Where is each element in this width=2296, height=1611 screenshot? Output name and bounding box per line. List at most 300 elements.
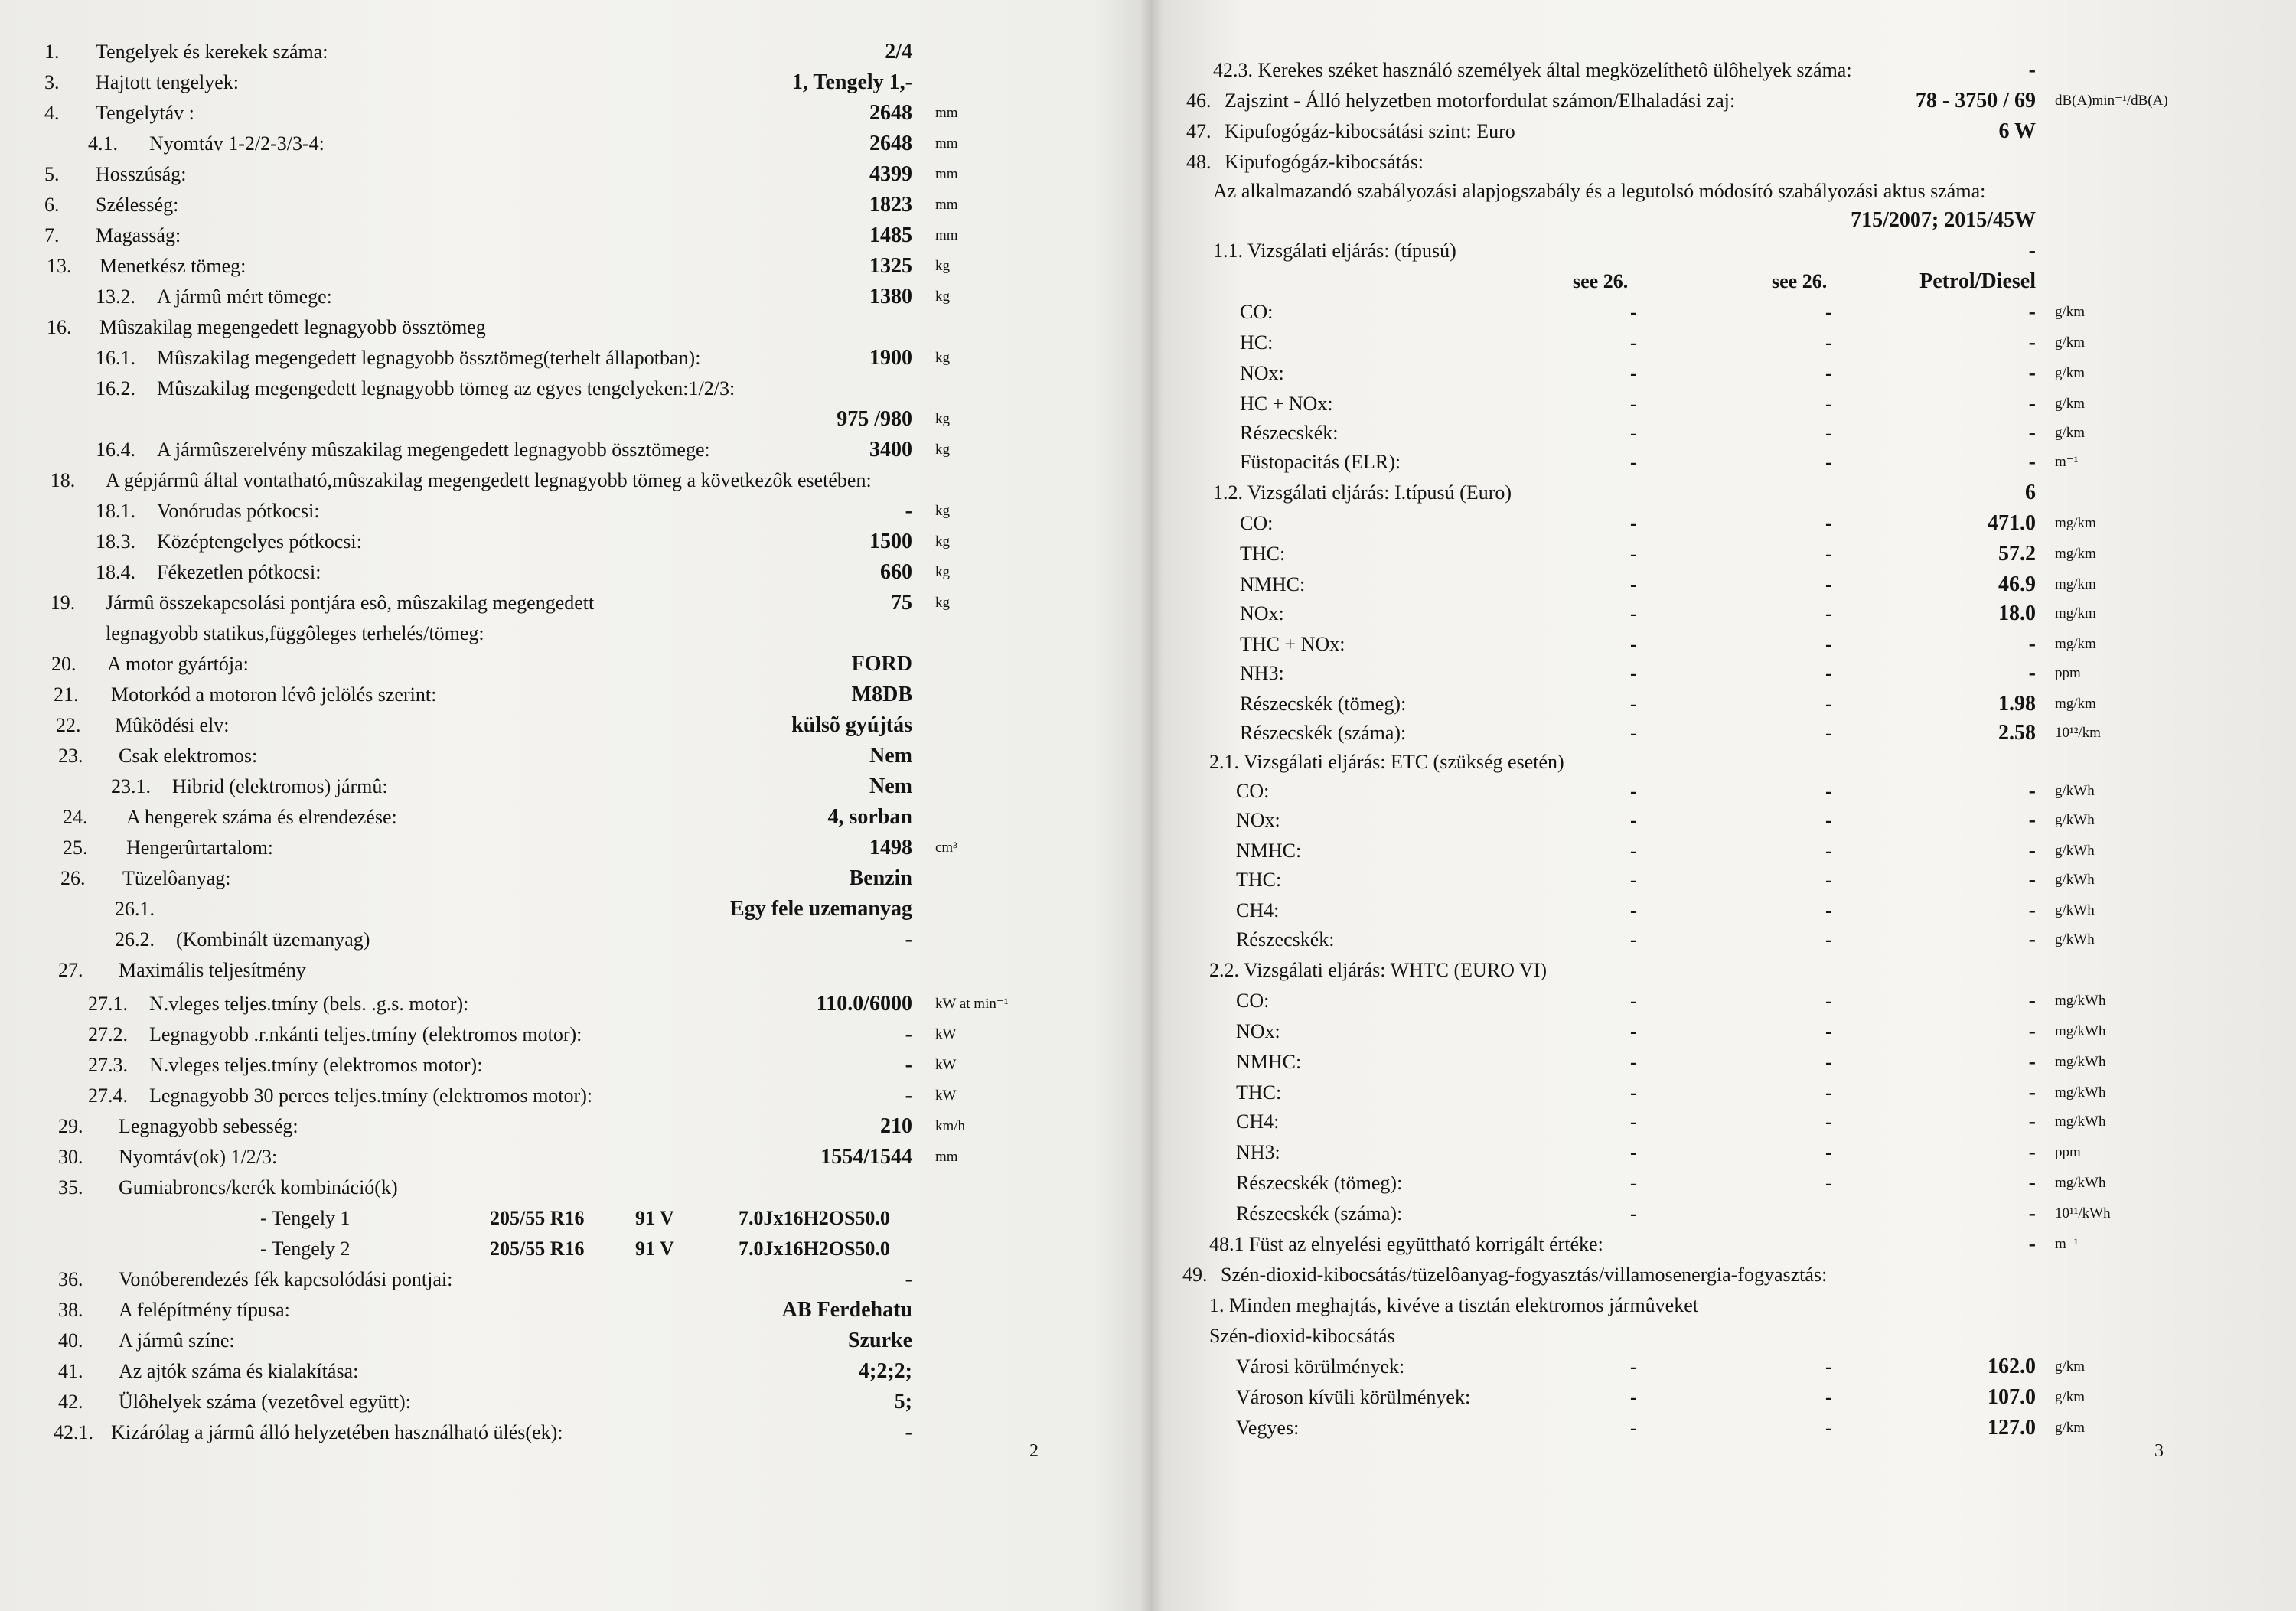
field-number: 42.1. xyxy=(54,1421,93,1443)
field-label: CO: xyxy=(1236,990,1270,1012)
column-1-value: - xyxy=(1630,1202,1637,1225)
field-unit: mg/kWh xyxy=(2055,1175,2106,1191)
field-label: NMHC: xyxy=(1236,1051,1302,1073)
column-1-value: - xyxy=(1630,633,1637,655)
field-unit: mm xyxy=(935,166,958,182)
field-value: 1823 xyxy=(869,193,912,217)
field-value: 1900 xyxy=(869,346,912,370)
field-label: Részecskék (tömeg): xyxy=(1236,1172,1403,1194)
field-unit: km/h xyxy=(935,1118,966,1134)
field-label: Füstopacitás (ELR): xyxy=(1240,451,1401,473)
field-row xyxy=(0,804,1152,830)
field-label: (Kombinált üzemanyag) xyxy=(176,928,370,951)
field-number: 6. xyxy=(44,194,60,216)
field-label: A jármûszerelvény mûszakilag megengedett legnagyobb össztömege: xyxy=(157,439,710,461)
column-1-value: - xyxy=(1630,990,1637,1012)
emission-row xyxy=(1152,660,2296,686)
column-2-value: - xyxy=(1825,573,1832,595)
field-label: Legnagyobb 30 perces teljes.tmíny (elektromos motor): xyxy=(149,1084,593,1107)
column-1-value: - xyxy=(1630,1417,1637,1439)
field-label: Hosszúság: xyxy=(96,163,187,185)
field-value: 975 /980 xyxy=(837,407,912,431)
emission-row xyxy=(1152,1140,2296,1166)
column-1-value: - xyxy=(1630,362,1637,384)
field-number: 18.3. xyxy=(96,530,135,553)
tyre-axle: - Tengely 2 xyxy=(260,1238,351,1260)
tyre-load-index: 91 V xyxy=(635,1238,674,1260)
field-number: 48. xyxy=(1186,151,1212,173)
field-label: NOx: xyxy=(1236,1020,1280,1042)
field-value: 2/4 xyxy=(885,40,912,64)
field-value: 1, Tengely 1,- xyxy=(791,70,912,94)
emission-row xyxy=(1152,1170,2296,1196)
field-value: - xyxy=(905,1420,912,1444)
emission-row xyxy=(1152,360,2296,386)
field-row xyxy=(0,1420,1152,1446)
field-row xyxy=(0,682,1152,708)
field-row xyxy=(0,1022,1152,1048)
field-unit: g/kWh xyxy=(2055,843,2095,859)
field-unit: g/km xyxy=(2055,304,2086,320)
field-unit: kg xyxy=(935,564,950,580)
field-number: 16. xyxy=(47,316,72,338)
field-value: - xyxy=(2028,450,2036,474)
field-label: HC: xyxy=(1240,331,1274,354)
emission-row xyxy=(1152,1293,2296,1319)
field-number: 3. xyxy=(44,71,60,93)
field-unit: ppm xyxy=(2055,1144,2081,1160)
column-2-value: - xyxy=(1825,393,1832,415)
field-row xyxy=(0,896,1152,922)
field-unit: kW xyxy=(935,1057,957,1073)
field-label: A jármû mért tömege: xyxy=(157,285,332,308)
field-number: 29. xyxy=(58,1115,83,1137)
field-value: - xyxy=(2028,239,2036,263)
column-2-value: - xyxy=(1825,662,1832,684)
emission-row xyxy=(1152,720,2296,746)
column-2-value: - xyxy=(1825,512,1832,534)
field-label: Mûszakilag megengedett legnagyobb össztömeg xyxy=(99,316,486,338)
field-value: - xyxy=(905,1084,912,1107)
field-value: - xyxy=(2028,898,2036,922)
field-unit: mm xyxy=(935,135,958,152)
column-1-value: - xyxy=(1630,899,1637,921)
field-label: Jármû összekapcsolási pontjára esô, mûszakilag megengedett xyxy=(106,592,595,614)
field-label: Zajszint - Álló helyzetben motorfordulat számon/Elhaladási zaj: xyxy=(1225,90,1736,112)
field-row xyxy=(0,621,1152,647)
column-2-value: - xyxy=(1825,693,1832,715)
field-row xyxy=(0,1144,1152,1170)
field-row xyxy=(0,468,1152,494)
field-unit: g/km xyxy=(2055,1358,2086,1375)
field-value: 18.0 xyxy=(1998,602,2036,625)
column-1-value: - xyxy=(1630,301,1637,323)
field-number: 4. xyxy=(44,102,60,124)
field-number: 26.2. xyxy=(115,928,155,951)
field-row xyxy=(0,253,1152,279)
field-label: 1.1. Vizsgálati eljárás: (típusú) xyxy=(1213,240,1456,262)
field-value: - xyxy=(2028,58,2036,82)
field-value: 1500 xyxy=(869,530,912,553)
column-1-value: - xyxy=(1630,512,1637,534)
field-label: Hibrid (elektromos) jármû: xyxy=(172,775,388,797)
field-number: 42. xyxy=(58,1391,83,1413)
field-unit: 10¹¹/kWh xyxy=(2055,1205,2111,1221)
field-number: 26. xyxy=(60,867,86,889)
field-value: 6 xyxy=(2025,481,2036,504)
emission-row xyxy=(1152,988,2296,1014)
field-value: - xyxy=(2028,300,2036,324)
field-number: 5. xyxy=(44,163,60,185)
field-value: 471.0 xyxy=(1988,511,2036,535)
column-2-value: - xyxy=(1825,1081,1832,1104)
emission-row xyxy=(1152,57,2296,83)
emission-row xyxy=(1152,88,2296,114)
field-label: Legnagyobb sebesség: xyxy=(119,1115,298,1137)
field-unit: kg xyxy=(935,258,950,274)
column-2-value: - xyxy=(1825,301,1832,323)
field-value: - xyxy=(2028,989,2036,1013)
field-label: A felépítmény típusa: xyxy=(119,1299,290,1321)
field-label: Tengelytáv : xyxy=(96,102,194,124)
emission-row xyxy=(1152,269,2296,295)
field-value: Benzin xyxy=(849,866,912,890)
emission-row xyxy=(1152,149,2296,175)
field-row xyxy=(0,284,1152,310)
field-unit: m⁻¹ xyxy=(2055,1236,2079,1252)
field-value: - xyxy=(2028,1140,2036,1164)
column-1-value: - xyxy=(1630,1081,1637,1104)
field-label: Az ajtók száma és kialakítása: xyxy=(119,1360,359,1382)
field-label: Részecskék (tömeg): xyxy=(1240,693,1407,715)
field-row xyxy=(0,559,1152,585)
field-unit: g/km xyxy=(2055,1420,2086,1436)
field-value: külsõ gyújtás xyxy=(791,713,912,737)
field-row xyxy=(0,1389,1152,1415)
field-row xyxy=(0,192,1152,218)
field-number: 27.2. xyxy=(88,1023,128,1045)
field-number: 49. xyxy=(1182,1264,1208,1286)
field-number: 27.1. xyxy=(88,993,128,1015)
field-label: THC: xyxy=(1236,869,1282,891)
field-row xyxy=(0,774,1152,800)
column-2-value: - xyxy=(1825,451,1832,473)
field-value: Petrol/Diesel xyxy=(1919,269,2036,293)
field-number: 30. xyxy=(58,1146,83,1168)
field-row xyxy=(0,406,1152,432)
field-unit: cm³ xyxy=(935,840,957,856)
field-value: 5; xyxy=(894,1390,912,1414)
field-value: 1325 xyxy=(869,254,912,278)
field-unit: mm xyxy=(935,1149,958,1165)
tyre-rim: 7.0Jx16H2OS50.0 xyxy=(739,1238,890,1260)
field-number: 18.1. xyxy=(96,500,135,522)
field-row xyxy=(0,1297,1152,1323)
field-row xyxy=(0,315,1152,341)
field-value: 162.0 xyxy=(1988,1355,2036,1378)
column-1-value: - xyxy=(1630,602,1637,625)
field-number: 25. xyxy=(63,836,88,859)
field-label: Menetkész tömeg: xyxy=(99,255,246,277)
field-label: THC: xyxy=(1236,1081,1282,1104)
field-row xyxy=(0,39,1152,65)
field-value: - xyxy=(2028,839,2036,863)
tyre-size: 205/55 R16 xyxy=(490,1238,585,1260)
field-unit: g/kWh xyxy=(2055,902,2095,918)
field-value: - xyxy=(2028,421,2036,445)
field-number: 13. xyxy=(47,255,72,277)
field-row xyxy=(0,590,1152,616)
field-row xyxy=(0,651,1152,677)
field-value: Egy fele uzemanyag xyxy=(730,897,912,921)
column-1-value: - xyxy=(1630,451,1637,473)
column-1-value: - xyxy=(1630,1355,1637,1378)
field-value: 2.58 xyxy=(1998,721,2036,745)
field-number: 23. xyxy=(58,745,83,767)
field-unit: kg xyxy=(935,442,950,458)
field-row xyxy=(0,376,1152,402)
emission-row xyxy=(1152,838,2296,864)
field-unit: kg xyxy=(935,289,950,305)
field-unit: mm xyxy=(935,197,958,213)
field-number: 38. xyxy=(58,1299,83,1321)
column-2-value: - xyxy=(1825,840,1832,862)
emission-row xyxy=(1152,807,2296,833)
column-2-value: - xyxy=(1825,869,1832,891)
field-number: 40. xyxy=(58,1329,83,1352)
column-1-value: - xyxy=(1630,928,1637,951)
field-row xyxy=(0,498,1152,524)
column-1-value: - xyxy=(1630,1020,1637,1042)
field-label: Kizárólag a jármû álló helyzetében használható ülés(ek): xyxy=(111,1421,563,1443)
field-label: A gépjármû által vontatható,mûszakilag megengedett legnagyobb tömeg a következôk esetében: xyxy=(106,469,872,491)
field-number: 27.3. xyxy=(88,1054,128,1076)
field-label: A hengerek száma és elrendezése: xyxy=(126,806,397,828)
field-label: Tüzelôanyag: xyxy=(122,867,231,889)
field-value: 75 xyxy=(891,591,912,615)
field-value: 1554/1544 xyxy=(820,1145,912,1169)
field-value: - xyxy=(2028,1019,2036,1043)
field-label: Csak elektromos: xyxy=(119,745,258,767)
field-row xyxy=(0,1052,1152,1078)
emission-row xyxy=(1152,957,2296,983)
field-row xyxy=(0,345,1152,371)
column-2-value: - xyxy=(1825,422,1832,444)
field-row xyxy=(0,1114,1152,1140)
right-page xyxy=(1152,0,2296,1611)
field-value: 4;2;2; xyxy=(859,1359,912,1383)
emission-row xyxy=(1152,119,2296,145)
column-2-value: - xyxy=(1825,362,1832,384)
field-row xyxy=(0,991,1152,1017)
field-label: 48.1 Füst az elnyelési együttható korrigált értéke: xyxy=(1209,1233,1603,1255)
field-label: Legnagyobb .r.nkánti teljes.tmíny (elektromos motor): xyxy=(149,1023,582,1045)
column-2-value: - xyxy=(1825,1110,1832,1133)
field-label: HC + NOx: xyxy=(1240,393,1333,415)
field-number: 1. xyxy=(44,41,60,63)
field-value: 4399 xyxy=(869,162,912,186)
field-label: Részecskék (száma): xyxy=(1236,1202,1403,1225)
field-number: 16.2. xyxy=(96,377,135,399)
field-label: THC: xyxy=(1240,543,1286,565)
field-number: 35. xyxy=(58,1176,83,1198)
column-1-value: - xyxy=(1630,1172,1637,1194)
field-label: 2.2. Vizsgálati eljárás: WHTC (EURO VI) xyxy=(1209,959,1548,981)
column-1-value: - xyxy=(1630,722,1637,744)
field-unit: 10¹²/km xyxy=(2055,725,2101,741)
field-value: - xyxy=(2028,361,2036,385)
column-1-value: - xyxy=(1630,393,1637,415)
field-unit: g/kWh xyxy=(2055,812,2095,828)
emission-row xyxy=(1152,510,2296,536)
field-value: 57.2 xyxy=(1998,542,2036,566)
field-row xyxy=(0,223,1152,249)
column-1-value: - xyxy=(1630,1110,1637,1133)
column-1-value: - xyxy=(1630,1386,1637,1408)
field-row xyxy=(0,1175,1152,1201)
field-value: M8DB xyxy=(851,683,912,706)
field-label: CO: xyxy=(1240,512,1274,534)
field-value: 1485 xyxy=(869,223,912,247)
field-unit: g/kWh xyxy=(2055,783,2095,799)
field-number: 22. xyxy=(56,714,81,736)
field-label: CH4: xyxy=(1236,899,1280,921)
field-value: - xyxy=(2028,779,2036,803)
column-2-value: - xyxy=(1825,899,1832,921)
column-1-value: - xyxy=(1630,331,1637,354)
column-2-value: - xyxy=(1825,990,1832,1012)
field-row xyxy=(0,131,1152,157)
field-label: Gumiabroncs/kerék kombináció(k) xyxy=(119,1176,398,1198)
field-label: 42.3. Kerekes széket használó személyek által megközelíthetô ülôhelyek száma: xyxy=(1213,59,1852,81)
field-number: 18.4. xyxy=(96,561,135,583)
emission-row xyxy=(1152,1415,2296,1441)
emission-row xyxy=(1152,1384,2296,1410)
field-label: Kipufogógáz-kibocsátási szint: Euro xyxy=(1225,120,1515,142)
emission-row xyxy=(1152,299,2296,325)
column-2-value: - xyxy=(1825,722,1832,744)
page-number-left: 2 xyxy=(1029,1441,1039,1461)
emission-row xyxy=(1152,1109,2296,1135)
field-value: 46.9 xyxy=(1998,572,2036,596)
field-number: 36. xyxy=(58,1268,83,1290)
field-label: Szén-dioxid-kibocsátás xyxy=(1209,1325,1395,1347)
field-unit: mg/km xyxy=(2055,605,2096,621)
column-1-value: - xyxy=(1630,543,1637,565)
field-value: - xyxy=(905,499,912,523)
field-value: 107.0 xyxy=(1988,1385,2036,1409)
field-value: 660 xyxy=(880,560,912,584)
column-1-value: - xyxy=(1630,869,1637,891)
field-value: - xyxy=(2028,1050,2036,1074)
field-value: 715/2007; 2015/45W xyxy=(1851,208,2036,232)
field-unit: g/km xyxy=(2055,1389,2086,1405)
field-label: Szélesség: xyxy=(96,194,179,216)
emission-row xyxy=(1152,480,2296,506)
field-value: - xyxy=(905,1267,912,1291)
field-unit: mm xyxy=(935,227,958,243)
field-unit: g/km xyxy=(2055,334,2086,351)
field-unit: mg/kWh xyxy=(2055,1023,2106,1039)
field-value: - xyxy=(2028,1171,2036,1195)
emission-row xyxy=(1152,691,2296,717)
field-number: 20. xyxy=(51,653,77,675)
field-value: - xyxy=(2028,632,2036,656)
field-row xyxy=(0,927,1152,953)
field-value: 1.98 xyxy=(1998,692,2036,716)
column-2-value: - xyxy=(1825,331,1832,354)
page-number-right: 3 xyxy=(2154,1441,2164,1461)
field-label: Tengelyek és kerekek száma: xyxy=(96,41,328,63)
column-1-value: - xyxy=(1630,840,1637,862)
field-unit: kg xyxy=(935,411,950,427)
field-number: 46. xyxy=(1186,90,1212,112)
field-value: Nem xyxy=(869,744,912,768)
emission-row xyxy=(1152,207,2296,233)
field-label: THC + NOx: xyxy=(1240,633,1345,655)
emission-row xyxy=(1152,1323,2296,1349)
field-value: - xyxy=(2028,392,2036,416)
field-unit: kg xyxy=(935,350,950,366)
column-2-value: - xyxy=(1825,1386,1832,1408)
tyre-axle: - Tengely 1 xyxy=(260,1207,351,1229)
tyre-row xyxy=(0,1205,1152,1231)
column-1-value: - xyxy=(1630,809,1637,831)
field-unit: g/km xyxy=(2055,396,2086,412)
field-label: Szén-dioxid-kibocsátás/tüzelôanyag-fogyasztás/villamosenergia-fogyasztás: xyxy=(1221,1264,1828,1286)
field-label: Fékezetlen pótkocsi: xyxy=(157,561,321,583)
field-value: AB Ferdehatu xyxy=(781,1298,912,1322)
emission-row xyxy=(1152,867,2296,893)
field-unit: mg/kWh xyxy=(2055,993,2106,1009)
field-label: Kipufogógáz-kibocsátás: xyxy=(1225,151,1424,173)
field-label: NH3: xyxy=(1236,1141,1280,1163)
emission-row xyxy=(1152,1019,2296,1045)
field-row xyxy=(0,100,1152,126)
emission-row xyxy=(1152,449,2296,475)
field-label: Mûszakilag megengedett legnagyobb össztömeg(terhelt állapotban): xyxy=(157,347,701,369)
emission-row xyxy=(1152,1262,2296,1288)
field-label: Városon kívüli körülmények: xyxy=(1236,1386,1471,1408)
field-label: Nyomtáv(ok) 1/2/3: xyxy=(119,1146,278,1168)
field-number: 19. xyxy=(50,592,76,614)
tyre-row xyxy=(0,1236,1152,1262)
field-number: 16.1. xyxy=(96,347,135,369)
emission-row xyxy=(1152,1354,2296,1380)
field-label: Városi körülmények: xyxy=(1236,1355,1405,1378)
field-label: Mûködési elv: xyxy=(115,714,230,736)
field-number: 24. xyxy=(63,806,88,828)
field-value: - xyxy=(2028,661,2036,685)
field-unit: g/km xyxy=(2055,365,2086,381)
page-fold xyxy=(1140,0,1163,1611)
field-number: 13.2. xyxy=(96,285,135,308)
field-label: 1. Minden meghajtás, kivéve a tisztán elektromos jármûveket xyxy=(1209,1294,1698,1316)
field-number: 47. xyxy=(1186,120,1212,142)
field-row xyxy=(0,161,1152,188)
field-unit: kW xyxy=(935,1088,957,1104)
field-unit: dB(A)min⁻¹/dB(A) xyxy=(2055,93,2168,109)
field-value: - xyxy=(2028,928,2036,951)
field-value: - xyxy=(2028,808,2036,832)
emission-row xyxy=(1152,601,2296,627)
field-value: - xyxy=(2028,1081,2036,1104)
field-label: Középtengelyes pótkocsi: xyxy=(157,530,362,553)
field-label: NOx: xyxy=(1240,362,1284,384)
field-row xyxy=(0,529,1152,555)
field-label: N.vleges teljes.tmíny (bels. .g.s. motor): xyxy=(149,993,469,1015)
field-value: 3400 xyxy=(869,438,912,461)
